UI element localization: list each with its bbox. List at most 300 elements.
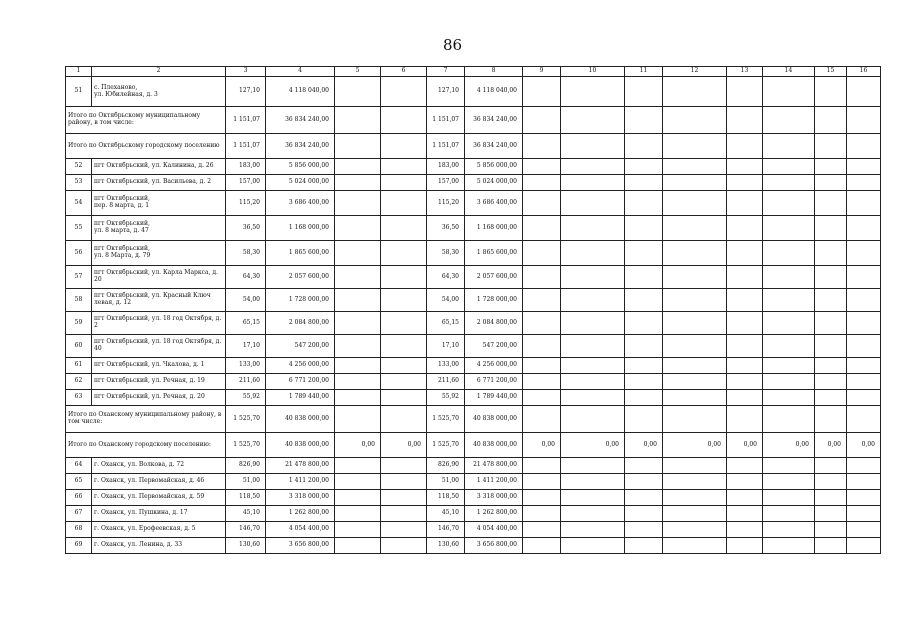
row-number: 55 bbox=[66, 216, 92, 241]
value-cell: 0,00 bbox=[727, 433, 763, 458]
value-cell bbox=[561, 374, 625, 390]
value-cell: 1 411 200,00 bbox=[465, 474, 523, 490]
value-cell bbox=[561, 506, 625, 522]
value-cell bbox=[663, 289, 727, 312]
table-row bbox=[66, 374, 881, 390]
value-cell: 3 686 400,00 bbox=[465, 191, 523, 216]
value-cell bbox=[381, 159, 427, 175]
value-cell: 0,00 bbox=[561, 433, 625, 458]
value-cell bbox=[381, 77, 427, 107]
address-cell: пгт Октябрьский, ул. 18 год Октября, д. 40 bbox=[92, 335, 226, 358]
value-cell bbox=[815, 77, 847, 107]
value-cell bbox=[381, 312, 427, 335]
value-cell: 36 834 240,00 bbox=[465, 107, 523, 134]
value-cell: 211,60 bbox=[427, 374, 465, 390]
row-number: 56 bbox=[66, 241, 92, 266]
value-cell bbox=[381, 358, 427, 374]
value-cell bbox=[523, 312, 561, 335]
value-cell bbox=[727, 77, 763, 107]
value-cell: 3 318 000,00 bbox=[465, 490, 523, 506]
value-cell bbox=[763, 191, 815, 216]
table-row bbox=[66, 538, 881, 554]
column-header: 2 bbox=[92, 67, 226, 77]
value-cell bbox=[523, 77, 561, 107]
value-cell bbox=[663, 490, 727, 506]
value-cell bbox=[815, 159, 847, 175]
value-cell: 6 771 200,00 bbox=[465, 374, 523, 390]
value-cell: 127,10 bbox=[226, 77, 266, 107]
table-row bbox=[66, 358, 881, 374]
value-cell bbox=[625, 358, 663, 374]
table-row bbox=[66, 474, 881, 490]
value-cell bbox=[335, 159, 381, 175]
value-cell bbox=[523, 289, 561, 312]
row-number: 68 bbox=[66, 522, 92, 538]
value-cell bbox=[561, 266, 625, 289]
column-header: 8 bbox=[465, 67, 523, 77]
value-cell bbox=[561, 490, 625, 506]
value-cell bbox=[381, 458, 427, 474]
value-cell bbox=[335, 538, 381, 554]
value-cell bbox=[815, 134, 847, 159]
value-cell bbox=[561, 107, 625, 134]
value-cell bbox=[625, 474, 663, 490]
value-cell: 36,50 bbox=[226, 216, 266, 241]
value-cell bbox=[561, 175, 625, 191]
value-cell bbox=[663, 175, 727, 191]
value-cell bbox=[727, 241, 763, 266]
row-number: 62 bbox=[66, 374, 92, 390]
value-cell bbox=[561, 216, 625, 241]
value-cell bbox=[561, 312, 625, 335]
value-cell: 547 200,00 bbox=[266, 335, 335, 358]
value-cell: 2 057 600,00 bbox=[465, 266, 523, 289]
column-header: 3 bbox=[226, 67, 266, 77]
value-cell bbox=[815, 406, 847, 433]
value-cell bbox=[663, 266, 727, 289]
value-cell: 118,50 bbox=[427, 490, 465, 506]
value-cell bbox=[381, 406, 427, 433]
address-cell: пгт Октябрьский, ул. Речная, д. 20 bbox=[92, 390, 226, 406]
row-number: 66 bbox=[66, 490, 92, 506]
value-cell: 21 478 800,00 bbox=[465, 458, 523, 474]
value-cell: 54,00 bbox=[427, 289, 465, 312]
value-cell bbox=[847, 374, 881, 390]
value-cell bbox=[335, 406, 381, 433]
value-cell bbox=[847, 474, 881, 490]
value-cell: 55,92 bbox=[226, 390, 266, 406]
value-cell bbox=[763, 312, 815, 335]
value-cell: 64,30 bbox=[427, 266, 465, 289]
value-cell bbox=[815, 474, 847, 490]
value-cell bbox=[625, 538, 663, 554]
value-cell bbox=[727, 506, 763, 522]
value-cell bbox=[561, 77, 625, 107]
value-cell: 1 525,70 bbox=[226, 406, 266, 433]
value-cell bbox=[727, 374, 763, 390]
value-cell bbox=[625, 107, 663, 134]
row-number: 63 bbox=[66, 390, 92, 406]
value-cell bbox=[763, 159, 815, 175]
value-cell: 6 771 200,00 bbox=[266, 374, 335, 390]
value-cell bbox=[561, 241, 625, 266]
value-cell bbox=[335, 390, 381, 406]
value-cell bbox=[381, 134, 427, 159]
value-cell bbox=[335, 216, 381, 241]
value-cell: 2 057 600,00 bbox=[266, 266, 335, 289]
value-cell: 3 656 800,00 bbox=[266, 538, 335, 554]
value-cell bbox=[625, 191, 663, 216]
value-cell: 211,60 bbox=[226, 374, 266, 390]
value-cell bbox=[815, 216, 847, 241]
value-cell bbox=[763, 538, 815, 554]
row-number: 65 bbox=[66, 474, 92, 490]
column-header: 6 bbox=[381, 67, 427, 77]
value-cell: 4 256 000,00 bbox=[465, 358, 523, 374]
value-cell: 65,15 bbox=[427, 312, 465, 335]
value-cell bbox=[523, 159, 561, 175]
value-cell: 1 525,70 bbox=[427, 406, 465, 433]
value-cell bbox=[381, 374, 427, 390]
value-cell bbox=[381, 390, 427, 406]
value-cell: 3 686 400,00 bbox=[266, 191, 335, 216]
value-cell: 2 084 800,00 bbox=[266, 312, 335, 335]
value-cell: 4 118 040,00 bbox=[266, 77, 335, 107]
value-cell bbox=[815, 312, 847, 335]
table-row bbox=[66, 458, 881, 474]
value-cell bbox=[523, 506, 561, 522]
value-cell bbox=[847, 406, 881, 433]
value-cell bbox=[727, 335, 763, 358]
value-cell: 1 728 000,00 bbox=[465, 289, 523, 312]
value-cell bbox=[381, 490, 427, 506]
value-cell bbox=[727, 191, 763, 216]
value-cell: 547 200,00 bbox=[465, 335, 523, 358]
value-cell bbox=[561, 159, 625, 175]
value-cell bbox=[561, 289, 625, 312]
value-cell bbox=[523, 266, 561, 289]
column-header: 15 bbox=[815, 67, 847, 77]
row-number: 64 bbox=[66, 458, 92, 474]
value-cell bbox=[625, 159, 663, 175]
value-cell bbox=[663, 406, 727, 433]
value-cell: 1 168 000,00 bbox=[266, 216, 335, 241]
row-number: 52 bbox=[66, 159, 92, 175]
value-cell bbox=[727, 390, 763, 406]
value-cell: 146,70 bbox=[226, 522, 266, 538]
row-number: 60 bbox=[66, 335, 92, 358]
table-row bbox=[66, 490, 881, 506]
value-cell: 0,00 bbox=[815, 433, 847, 458]
address-cell: г. Оханск, ул. Пушкина, д. 17 bbox=[92, 506, 226, 522]
row-number: 54 bbox=[66, 191, 92, 216]
value-cell bbox=[625, 77, 663, 107]
value-cell bbox=[381, 474, 427, 490]
value-cell bbox=[727, 159, 763, 175]
value-cell bbox=[847, 266, 881, 289]
value-cell: 1 789 440,00 bbox=[465, 390, 523, 406]
value-cell bbox=[381, 216, 427, 241]
value-cell bbox=[381, 506, 427, 522]
row-number: 53 bbox=[66, 175, 92, 191]
value-cell bbox=[763, 506, 815, 522]
value-cell: 127,10 bbox=[427, 77, 465, 107]
value-cell bbox=[847, 289, 881, 312]
value-cell bbox=[561, 522, 625, 538]
value-cell bbox=[381, 175, 427, 191]
column-header: 13 bbox=[727, 67, 763, 77]
value-cell: 118,50 bbox=[226, 490, 266, 506]
value-cell bbox=[815, 107, 847, 134]
address-cell: пгт Октябрьский, ул. Речная, д. 19 bbox=[92, 374, 226, 390]
value-cell bbox=[523, 538, 561, 554]
value-cell: 0,00 bbox=[335, 433, 381, 458]
value-cell bbox=[561, 390, 625, 406]
value-cell: 36 834 240,00 bbox=[465, 134, 523, 159]
table-row bbox=[66, 175, 881, 191]
value-cell bbox=[763, 241, 815, 266]
value-cell bbox=[727, 474, 763, 490]
value-cell bbox=[663, 506, 727, 522]
value-cell bbox=[847, 506, 881, 522]
table-row bbox=[66, 506, 881, 522]
table-row bbox=[66, 390, 881, 406]
value-cell: 40 838 000,00 bbox=[266, 406, 335, 433]
value-cell bbox=[335, 266, 381, 289]
address-cell: г. Оханск, ул. Волкова, д. 72 bbox=[92, 458, 226, 474]
row-number: 57 bbox=[66, 266, 92, 289]
value-cell bbox=[335, 191, 381, 216]
value-cell bbox=[727, 406, 763, 433]
row-number: 58 bbox=[66, 289, 92, 312]
value-cell bbox=[561, 191, 625, 216]
value-cell bbox=[663, 390, 727, 406]
column-header: 14 bbox=[763, 67, 815, 77]
value-cell: 5 024 000,00 bbox=[465, 175, 523, 191]
value-cell bbox=[625, 374, 663, 390]
value-cell bbox=[847, 490, 881, 506]
address-cell: г. Оханск, ул. Ленина, д. 33 bbox=[92, 538, 226, 554]
value-cell bbox=[663, 458, 727, 474]
value-cell: 130,60 bbox=[226, 538, 266, 554]
value-cell: 1 525,70 bbox=[427, 433, 465, 458]
value-cell bbox=[663, 134, 727, 159]
value-cell bbox=[625, 241, 663, 266]
value-cell bbox=[763, 474, 815, 490]
value-cell bbox=[847, 191, 881, 216]
value-cell: 133,00 bbox=[427, 358, 465, 374]
address-cell: с. Плеханово, ул. Юбилейная, д. 3 bbox=[92, 77, 226, 107]
row-number: 51 bbox=[66, 77, 92, 107]
value-cell bbox=[847, 458, 881, 474]
value-cell: 4 256 000,00 bbox=[266, 358, 335, 374]
value-cell bbox=[663, 374, 727, 390]
value-cell bbox=[625, 490, 663, 506]
value-cell bbox=[815, 191, 847, 216]
value-cell bbox=[727, 358, 763, 374]
value-cell bbox=[625, 390, 663, 406]
value-cell bbox=[727, 289, 763, 312]
value-cell bbox=[815, 289, 847, 312]
value-cell: 54,00 bbox=[226, 289, 266, 312]
value-cell bbox=[625, 216, 663, 241]
address-cell: пгт Октябрьский, ул. Васильева, д. 2 bbox=[92, 175, 226, 191]
value-cell: 130,60 bbox=[427, 538, 465, 554]
column-header: 4 bbox=[266, 67, 335, 77]
value-cell bbox=[335, 358, 381, 374]
value-cell bbox=[335, 458, 381, 474]
value-cell bbox=[523, 134, 561, 159]
value-cell: 183,00 bbox=[226, 159, 266, 175]
value-cell: 1 151,07 bbox=[226, 107, 266, 134]
value-cell bbox=[381, 289, 427, 312]
total-label: Итого по Октябрьскому муниципальному району, в том числе: bbox=[66, 107, 226, 134]
value-cell: 58,30 bbox=[427, 241, 465, 266]
total-label: Итого по Оханскому муниципальному району, в том числе: bbox=[66, 406, 226, 433]
table-row bbox=[66, 159, 881, 175]
value-cell bbox=[847, 522, 881, 538]
address-cell: пгт Октябрьский, ул. 18 год Октября, д. 2 bbox=[92, 312, 226, 335]
column-header: 1 bbox=[66, 67, 92, 77]
table-row bbox=[66, 77, 881, 107]
value-cell: 17,10 bbox=[226, 335, 266, 358]
value-cell bbox=[727, 522, 763, 538]
value-cell bbox=[727, 490, 763, 506]
value-cell bbox=[847, 107, 881, 134]
value-cell: 1 411 200,00 bbox=[266, 474, 335, 490]
value-cell bbox=[523, 358, 561, 374]
value-cell bbox=[625, 134, 663, 159]
value-cell bbox=[625, 266, 663, 289]
value-cell: 133,00 bbox=[226, 358, 266, 374]
column-header: 10 bbox=[561, 67, 625, 77]
value-cell bbox=[663, 77, 727, 107]
value-cell: 17,10 bbox=[427, 335, 465, 358]
value-cell bbox=[847, 216, 881, 241]
value-cell bbox=[727, 266, 763, 289]
value-cell bbox=[523, 474, 561, 490]
value-cell bbox=[335, 490, 381, 506]
value-cell: 1 262 800,00 bbox=[266, 506, 335, 522]
address-cell: пгт Октябрьский, ул. Чкалова, д. 1 bbox=[92, 358, 226, 374]
table-row bbox=[66, 266, 881, 289]
value-cell bbox=[663, 216, 727, 241]
value-cell bbox=[335, 77, 381, 107]
value-cell bbox=[381, 538, 427, 554]
table-row bbox=[66, 312, 881, 335]
value-cell: 3 656 800,00 bbox=[465, 538, 523, 554]
value-cell bbox=[561, 406, 625, 433]
value-cell bbox=[727, 216, 763, 241]
value-cell bbox=[847, 312, 881, 335]
value-cell bbox=[625, 458, 663, 474]
value-cell: 4 054 400,00 bbox=[465, 522, 523, 538]
value-cell: 4 054 400,00 bbox=[266, 522, 335, 538]
value-cell bbox=[727, 107, 763, 134]
value-cell: 1 151,07 bbox=[226, 134, 266, 159]
value-cell bbox=[663, 474, 727, 490]
column-header: 11 bbox=[625, 67, 663, 77]
row-number: 67 bbox=[66, 506, 92, 522]
value-cell bbox=[625, 506, 663, 522]
total-row bbox=[66, 433, 881, 458]
column-header: 12 bbox=[663, 67, 727, 77]
address-cell: пгт Октябрьский, ул. Калинина, д. 26 bbox=[92, 159, 226, 175]
value-cell bbox=[815, 538, 847, 554]
total-row bbox=[66, 134, 881, 159]
value-cell bbox=[763, 175, 815, 191]
value-cell bbox=[847, 538, 881, 554]
value-cell: 1 525,70 bbox=[226, 433, 266, 458]
value-cell bbox=[523, 490, 561, 506]
value-cell: 40 838 000,00 bbox=[266, 433, 335, 458]
value-cell bbox=[727, 458, 763, 474]
value-cell bbox=[815, 506, 847, 522]
value-cell bbox=[815, 374, 847, 390]
value-cell: 58,30 bbox=[226, 241, 266, 266]
value-cell bbox=[727, 175, 763, 191]
address-cell: пгт Октябрьский, ул. Красный Ключ левая, д. 12 bbox=[92, 289, 226, 312]
address-cell: пгт Октябрьский, пер. 8 марта, д. 1 bbox=[92, 191, 226, 216]
table-row bbox=[66, 335, 881, 358]
value-cell: 3 318 000,00 bbox=[266, 490, 335, 506]
total-label: Итого по Октябрьскому городскому поселению bbox=[66, 134, 226, 159]
value-cell: 2 084 800,00 bbox=[465, 312, 523, 335]
value-cell bbox=[523, 522, 561, 538]
table-row bbox=[66, 522, 881, 538]
value-cell bbox=[523, 107, 561, 134]
value-cell bbox=[763, 358, 815, 374]
value-cell bbox=[335, 474, 381, 490]
page-number: 86 bbox=[442, 36, 463, 54]
value-cell bbox=[847, 358, 881, 374]
value-cell bbox=[523, 216, 561, 241]
value-cell bbox=[561, 538, 625, 554]
value-cell bbox=[335, 522, 381, 538]
value-cell bbox=[663, 335, 727, 358]
value-cell bbox=[815, 358, 847, 374]
row-number: 59 bbox=[66, 312, 92, 335]
address-cell: пгт Октябрьский, ул. 8 Марта, д. 79 bbox=[92, 241, 226, 266]
value-cell bbox=[561, 474, 625, 490]
value-cell: 0,00 bbox=[523, 433, 561, 458]
value-cell bbox=[727, 538, 763, 554]
value-cell: 1 168 000,00 bbox=[465, 216, 523, 241]
value-cell bbox=[663, 159, 727, 175]
value-cell bbox=[335, 506, 381, 522]
value-cell bbox=[763, 335, 815, 358]
value-cell bbox=[727, 312, 763, 335]
value-cell bbox=[523, 390, 561, 406]
value-cell bbox=[663, 191, 727, 216]
value-cell bbox=[847, 175, 881, 191]
row-number: 61 bbox=[66, 358, 92, 374]
value-cell bbox=[335, 241, 381, 266]
table-row bbox=[66, 216, 881, 241]
value-cell bbox=[663, 107, 727, 134]
header-row bbox=[66, 67, 881, 77]
value-cell: 36,50 bbox=[427, 216, 465, 241]
value-cell bbox=[663, 522, 727, 538]
value-cell: 45,10 bbox=[226, 506, 266, 522]
value-cell bbox=[625, 335, 663, 358]
value-cell bbox=[381, 266, 427, 289]
value-cell: 183,00 bbox=[427, 159, 465, 175]
value-cell bbox=[815, 175, 847, 191]
value-cell bbox=[523, 241, 561, 266]
table-row bbox=[66, 289, 881, 312]
value-cell bbox=[523, 191, 561, 216]
